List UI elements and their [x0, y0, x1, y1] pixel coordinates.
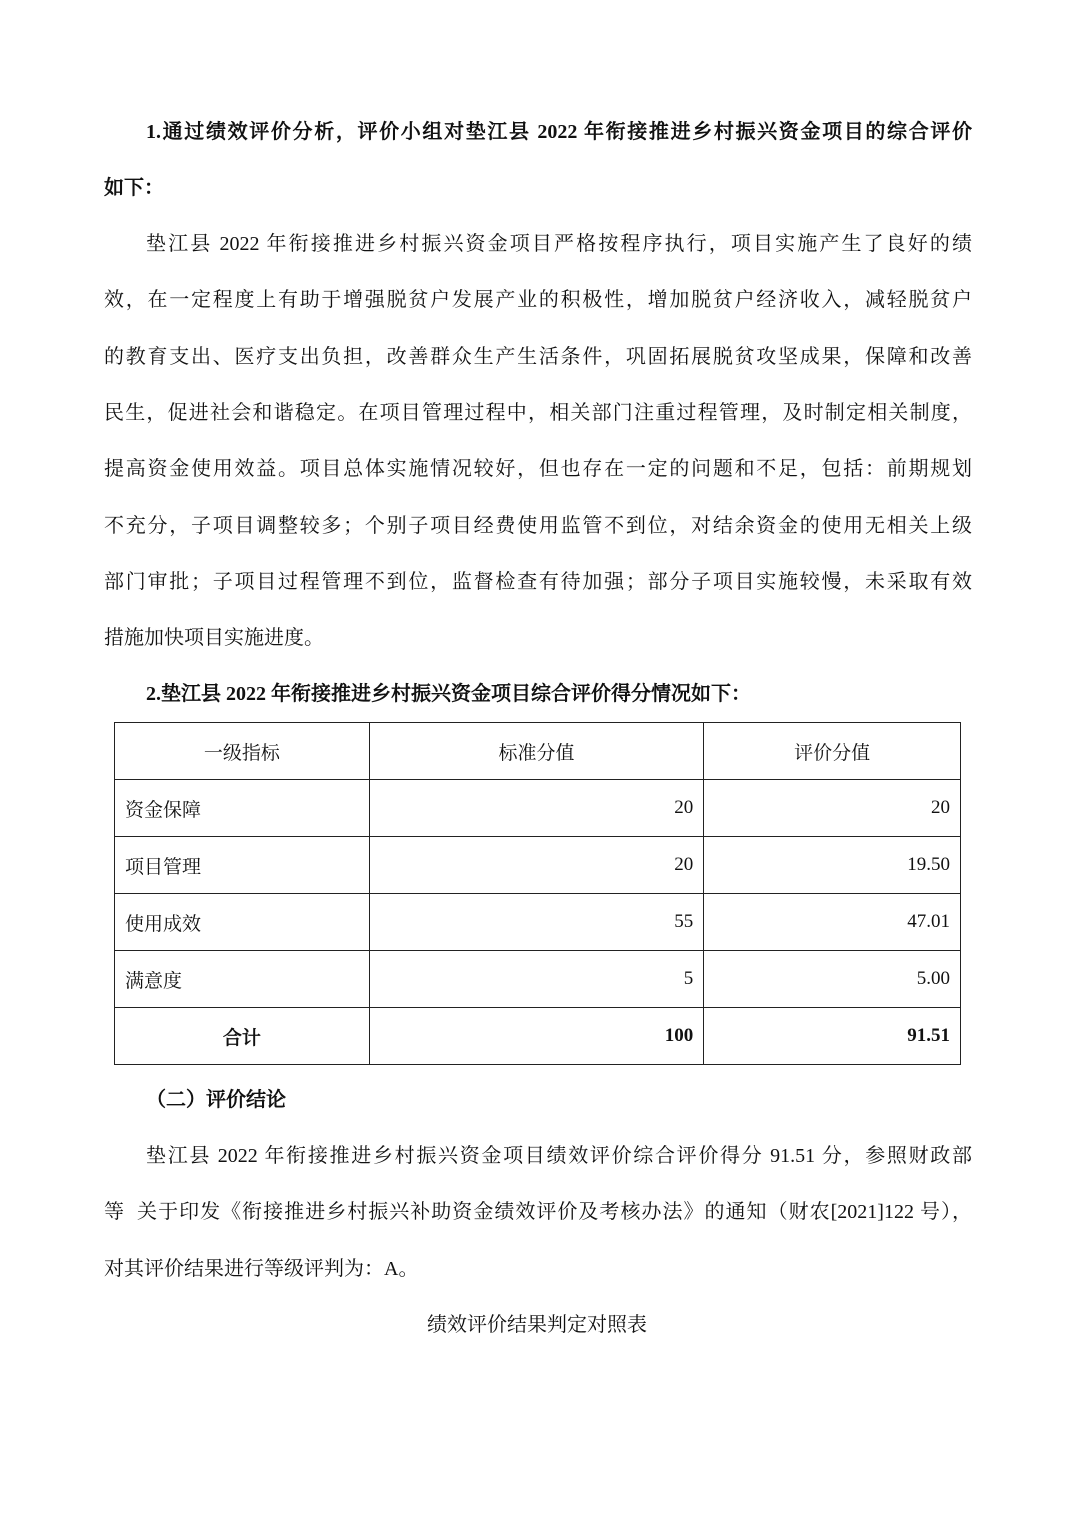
- header-evaluation-score: 评价分值: [704, 723, 961, 780]
- section2-heading: 2.垫江县 2022 年衔接推进乡村振兴资金项目综合评价得分情况如下：: [146, 683, 751, 705]
- total-evaluation-score-cell: 91.51: [704, 1008, 961, 1065]
- paragraph-line: 部门审批；子项目过程管理不到位，监督检查有待加强；部分子项目实施较慢，未采取有效: [104, 571, 972, 593]
- indicator-cell: 资金保障: [115, 780, 370, 837]
- indicator-cell: 满意度: [115, 951, 370, 1008]
- table-caption: 绩效评价结果判定对照表: [427, 1314, 647, 1336]
- paragraph-line: 的教育支出、医疗支出负担，改善群众生产生活条件，巩固拓展脱贫攻坚成果，保障和改善: [104, 346, 972, 368]
- standard-score-cell: 20: [369, 837, 704, 894]
- paragraph-line: 民生，促进社会和谐稳定。在项目管理过程中，相关部门注重过程管理，及时制定相关制度，: [104, 402, 972, 424]
- total-label-cell: 合计: [115, 1008, 370, 1065]
- indicator-cell: 使用成效: [115, 894, 370, 951]
- paragraph-line: 效，在一定程度上有助于增强脱贫户发展产业的积极性，增加脱贫户经济收入，减轻脱贫户: [104, 289, 972, 311]
- paragraph-line: 垫江县 2022 年衔接推进乡村振兴资金项目严格按程序执行，项目实施产生了良好的绩: [146, 233, 972, 255]
- standard-score-cell: 20: [369, 780, 704, 837]
- table-row: [115, 951, 961, 1008]
- standard-score-cell: 55: [369, 894, 704, 951]
- section1-heading-line2: 如下：: [104, 177, 164, 199]
- evaluation-score-cell: 19.50: [704, 837, 961, 894]
- conclusion-line: 垫江县 2022 年衔接推进乡村振兴资金项目绩效评价综合评价得分 91.51 分，参照财政部: [146, 1145, 972, 1167]
- standard-score-cell: 5: [369, 951, 704, 1008]
- table-row: [115, 837, 961, 894]
- evaluation-score-cell: 5.00: [704, 951, 961, 1008]
- paragraph-line: 不充分，子项目调整较多；个别子项目经费使用监管不到位，对结余资金的使用无相关上级: [104, 515, 972, 537]
- table-row: [115, 894, 961, 951]
- header-standard-score: 标准分值: [369, 723, 704, 780]
- table-total-row: [115, 1008, 961, 1065]
- paragraph-line: 提高资金使用效益。项目总体实施情况较好，但也存在一定的问题和不足，包括：前期规划: [104, 458, 972, 480]
- total-standard-score-cell: 100: [369, 1008, 704, 1065]
- section1-heading-line1: 1.通过绩效评价分析，评价小组对垫江县 2022 年衔接推进乡村振兴资金项目的综合评价: [146, 121, 972, 143]
- header-indicator: 一级指标: [115, 723, 370, 780]
- paragraph-line: 措施加快项目实施进度。: [104, 627, 324, 649]
- conclusion-line: 对其评价结果进行等级评判为：A。: [104, 1258, 419, 1280]
- indicator-cell: 项目管理: [115, 837, 370, 894]
- evaluation-score-cell: 20: [704, 780, 961, 837]
- table-row: [115, 780, 961, 837]
- evaluation-score-cell: 47.01: [704, 894, 961, 951]
- table-header-row: [115, 723, 961, 780]
- conclusion-line: 等 关于印发《衔接推进乡村振兴补助资金绩效评价及考核办法》的通知（财农[2021]122 号），: [104, 1201, 972, 1223]
- conclusion-heading: （二）评价结论: [146, 1089, 286, 1111]
- score-table: [114, 722, 961, 1065]
